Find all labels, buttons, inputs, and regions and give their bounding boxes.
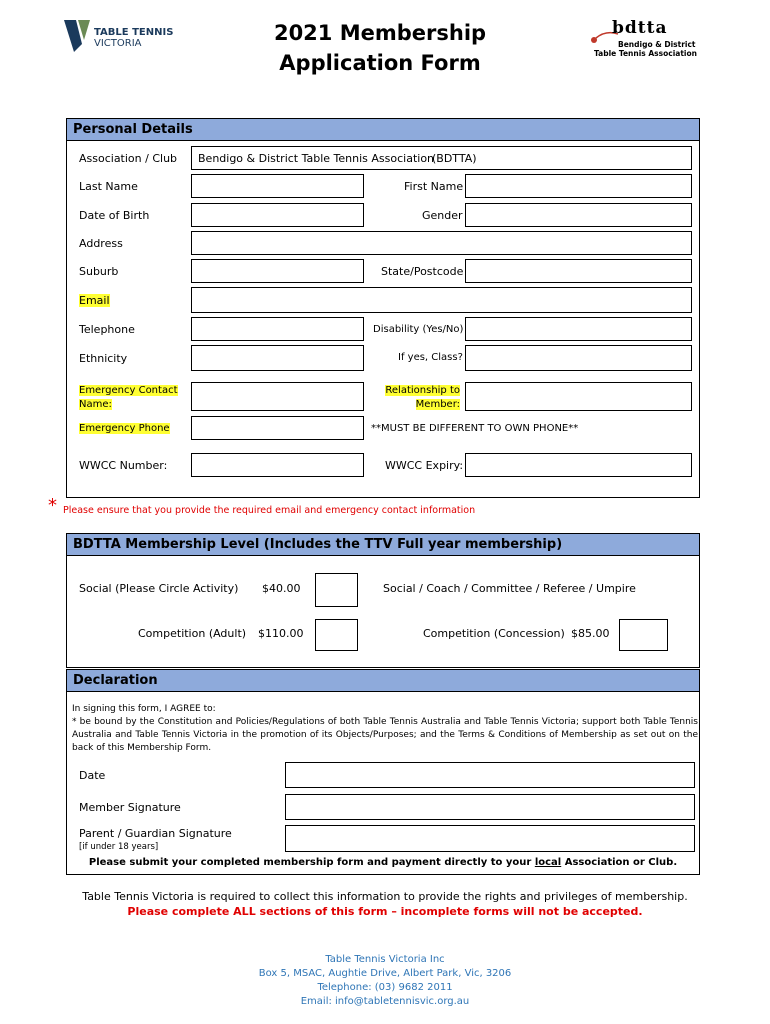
address-label: Address [79,237,123,250]
privacy-note: Table Tennis Victoria is required to collect this information to provide the rights and privileges of membership. [82,890,688,903]
submit-instruction [66,857,700,868]
state-postcode-label: State/Postcode [381,265,464,278]
emergency-contact-label-line1: Emergency Contact [79,385,178,396]
bdtta-logo-text: bdtta [612,18,668,38]
submit-suffix: Association or Club. [561,857,678,868]
guardian-note: [if under 18 years] [79,842,159,852]
personal-details-heading: Personal Details [67,119,699,141]
wwcc-number-field[interactable] [191,453,364,477]
emergency-phone-field[interactable] [191,416,364,440]
dob-field[interactable] [191,203,364,227]
submit-prefix: Please submit your completed membership form and payment directly to your [88,857,535,868]
org-email-link[interactable]: Email: info@tabletennisvic.org.au [300,996,470,1007]
social-checkbox[interactable] [315,573,358,607]
emergency-phone-label: Emergency Phone [79,423,170,434]
emergency-contact-label-line2: Name: [79,399,112,410]
declaration-intro: In signing this form, I AGREE to: [72,704,216,714]
declaration-body: * be bound by the Constitution and Policies/Regulations of both Table Tennis Australia and Table Tennis Victoria; support both Table Tennis Australia and Table Tennis Victoria in the promotion of its Objects/Purposes; and the Terms & Conditions of Membership as set out on the back of this Membership Form. [72,717,698,753]
bdtta-logo [590,18,710,60]
emergency-contact-name-label [79,384,178,412]
membership-section [66,533,700,668]
guardian-signature-field[interactable] [285,825,695,852]
declaration-heading: Declaration [67,670,699,692]
association-label: Association / Club [79,152,178,165]
social-price: $40.00 [262,582,301,595]
first-name-field[interactable] [465,174,692,198]
page-title [250,18,510,78]
relationship-label-line2: Member: [415,399,460,410]
disability-label: Disability (Yes/No) [373,324,464,335]
social-label: Social (Please Circle Activity) [79,582,239,595]
email-field[interactable] [191,287,692,313]
last-name-field[interactable] [191,174,364,198]
date-label: Date [79,769,106,782]
competition-concession-label: Competition (Concession) [423,627,565,640]
guardian-signature-label: Parent / Guardian Signature [79,827,232,840]
competition-concession-price: $85.00 [571,627,610,640]
page-title-line1: 2021 Membership [273,21,487,45]
member-signature-label: Member Signature [79,801,181,814]
bdtta-logo-sub1: Bendigo & District [618,40,696,49]
telephone-field[interactable] [191,317,364,341]
submit-underlined: local [534,857,562,868]
competition-concession-checkbox[interactable] [619,619,668,651]
emergency-contact-name-field[interactable] [191,382,364,411]
gender-field[interactable] [465,203,692,227]
state-postcode-field[interactable] [465,259,692,283]
gender-label: Gender [422,209,463,222]
org-address: Box 5, MSAC, Aughtie Drive, Albert Park, Vic, 3206 [258,968,512,979]
wwcc-expiry-field[interactable] [465,453,692,477]
competition-adult-label: Competition (Adult) [138,627,247,640]
member-signature-field[interactable] [285,794,695,820]
incomplete-warning: Please complete ALL sections of this form – incomplete forms will not be accepted. [127,905,643,918]
date-field[interactable] [285,762,695,788]
suburb-label: Suburb [79,265,119,278]
last-name-label: Last Name [79,180,138,193]
suburb-field[interactable] [191,259,364,283]
ttv-logo-mark-icon [64,18,98,54]
first-name-label: First Name [404,180,464,193]
email-label: Email [79,294,110,307]
org-name: Table Tennis Victoria Inc [325,954,445,965]
required-notice: Please ensure that you provide the required email and emergency contact information [63,505,476,516]
relationship-label [380,384,460,412]
association-field[interactable] [191,146,692,170]
ttv-logo-line2: VICTORIA [94,38,142,49]
membership-heading: BDTTA Membership Level (Includes the TTV Full year membership) [67,534,699,556]
association-abbr: (BDTTA) [432,152,477,165]
bdtta-logo-sub2: Table Tennis Association [594,49,697,58]
org-telephone: Telephone: (03) 9682 2011 [317,982,453,993]
class-label: If yes, Class? [398,352,463,363]
relationship-label-line1: Relationship to [385,385,460,396]
dob-label: Date of Birth [79,209,150,222]
required-asterisk: * [48,495,57,516]
social-activities: Social / Coach / Committee / Referee / Umpire [383,582,636,595]
ttv-logo-line1: TABLE TENNIS [94,27,174,38]
telephone-label: Telephone [79,323,135,336]
ethnicity-label: Ethnicity [79,352,128,365]
disability-field[interactable] [465,317,692,341]
relationship-field[interactable] [465,382,692,411]
association-value: Bendigo & District Table Tennis Association [198,152,435,165]
competition-adult-checkbox[interactable] [315,619,358,651]
page-title-line2: Application Form [279,51,481,75]
class-field[interactable] [465,345,692,371]
must-differ-note: **MUST BE DIFFERENT TO OWN PHONE** [371,423,579,434]
wwcc-expiry-label: WWCC Expiry: [385,459,464,472]
wwcc-number-label: WWCC Number: [79,459,168,472]
address-field[interactable] [191,231,692,255]
competition-adult-price: $110.00 [258,627,304,640]
ttv-logo [64,18,174,54]
ethnicity-field[interactable] [191,345,364,371]
